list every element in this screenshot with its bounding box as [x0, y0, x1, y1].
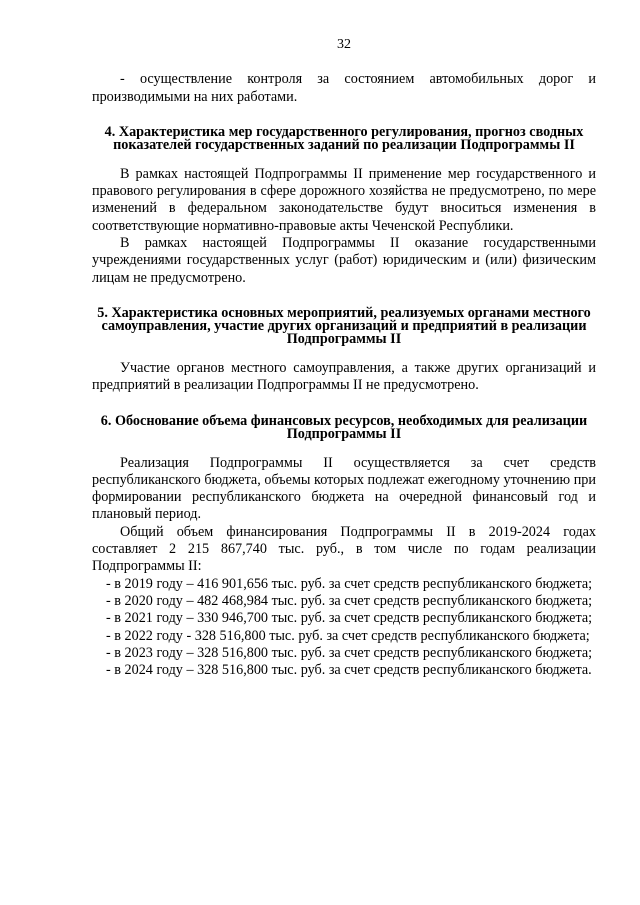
intro-paragraph: - осуществление контроля за состоянием автомобильных дорог и производимыми на них работами.	[92, 71, 596, 105]
funding-list-item: - в 2022 году - 328 516,800 тыс. руб. за счет средств республиканского бюджета;	[106, 627, 590, 644]
section-6-title: 6. Обоснование объема финансовых ресурсов, необходимых для реализации Подпрограммы II	[100, 412, 588, 442]
section-4-title: 4. Характеристика мер государственного регулирования, прогноз сводных показателей государственных заданий по реализации Подпрограммы II	[104, 123, 584, 153]
funding-list-item: - в 2019 году – 416 901,656 тыс. руб. за счет средств республиканского бюджета;	[106, 575, 593, 592]
funding-list-item: - в 2020 году – 482 468,984 тыс. руб. за счет средств республиканского бюджета;	[106, 592, 593, 609]
section-4-paragraph-1: В рамках настоящей Подпрограммы II применение мер государственного и правового регулирования в сфере дорожного хозяйства не предусмотрено, по мере изменений в федеральном законодательстве будут вноситься изменения в соответствующие нормативно-правовые акты Чеченской Республики.	[92, 165, 596, 234]
document-page	[92, 36, 596, 679]
funding-list-item: - в 2023 году – 328 516,800 тыс. руб. за счет средств республиканского бюджета;	[106, 644, 593, 661]
section-6-paragraph-2: Общий объем финансирования Подпрограммы II в 2019-2024 годах составляет 2 215 867,740 тыс. руб., в том числе по годам реализации Подпрограммы II:	[92, 523, 596, 575]
section-5-title: 5. Характеристика основных мероприятий, реализуемых органами местного самоуправления, участие других организаций и предприятий в реализации Подпрограммы II	[97, 304, 591, 347]
section-6-paragraph-1: Реализация Подпрограммы II осуществляется за счет средств республиканского бюджета, объемы которых подлежат ежегодному уточнению при формировании республиканского бюджета на очередной финансовый год и плановый период.	[92, 454, 596, 523]
funding-list-item: - в 2021 году – 330 946,700 тыс. руб. за счет средств республиканского бюджета;	[106, 610, 593, 627]
section-4-paragraph-2: В рамках настоящей Подпрограммы II оказание государственными учреждениями государственных услуг (работ) юридическим и (или) физическим лицам не предусмотрено.	[92, 235, 596, 286]
page-number: 32	[337, 37, 351, 52]
section-5-paragraph-1: Участие органов местного самоуправления, а также других организаций и предприятий в реализации Подпрограммы II не предусмотрено.	[92, 359, 596, 394]
funding-list-item: - в 2024 году – 328 516,800 тыс. руб. за счет средств республиканского бюджета.	[106, 662, 592, 679]
